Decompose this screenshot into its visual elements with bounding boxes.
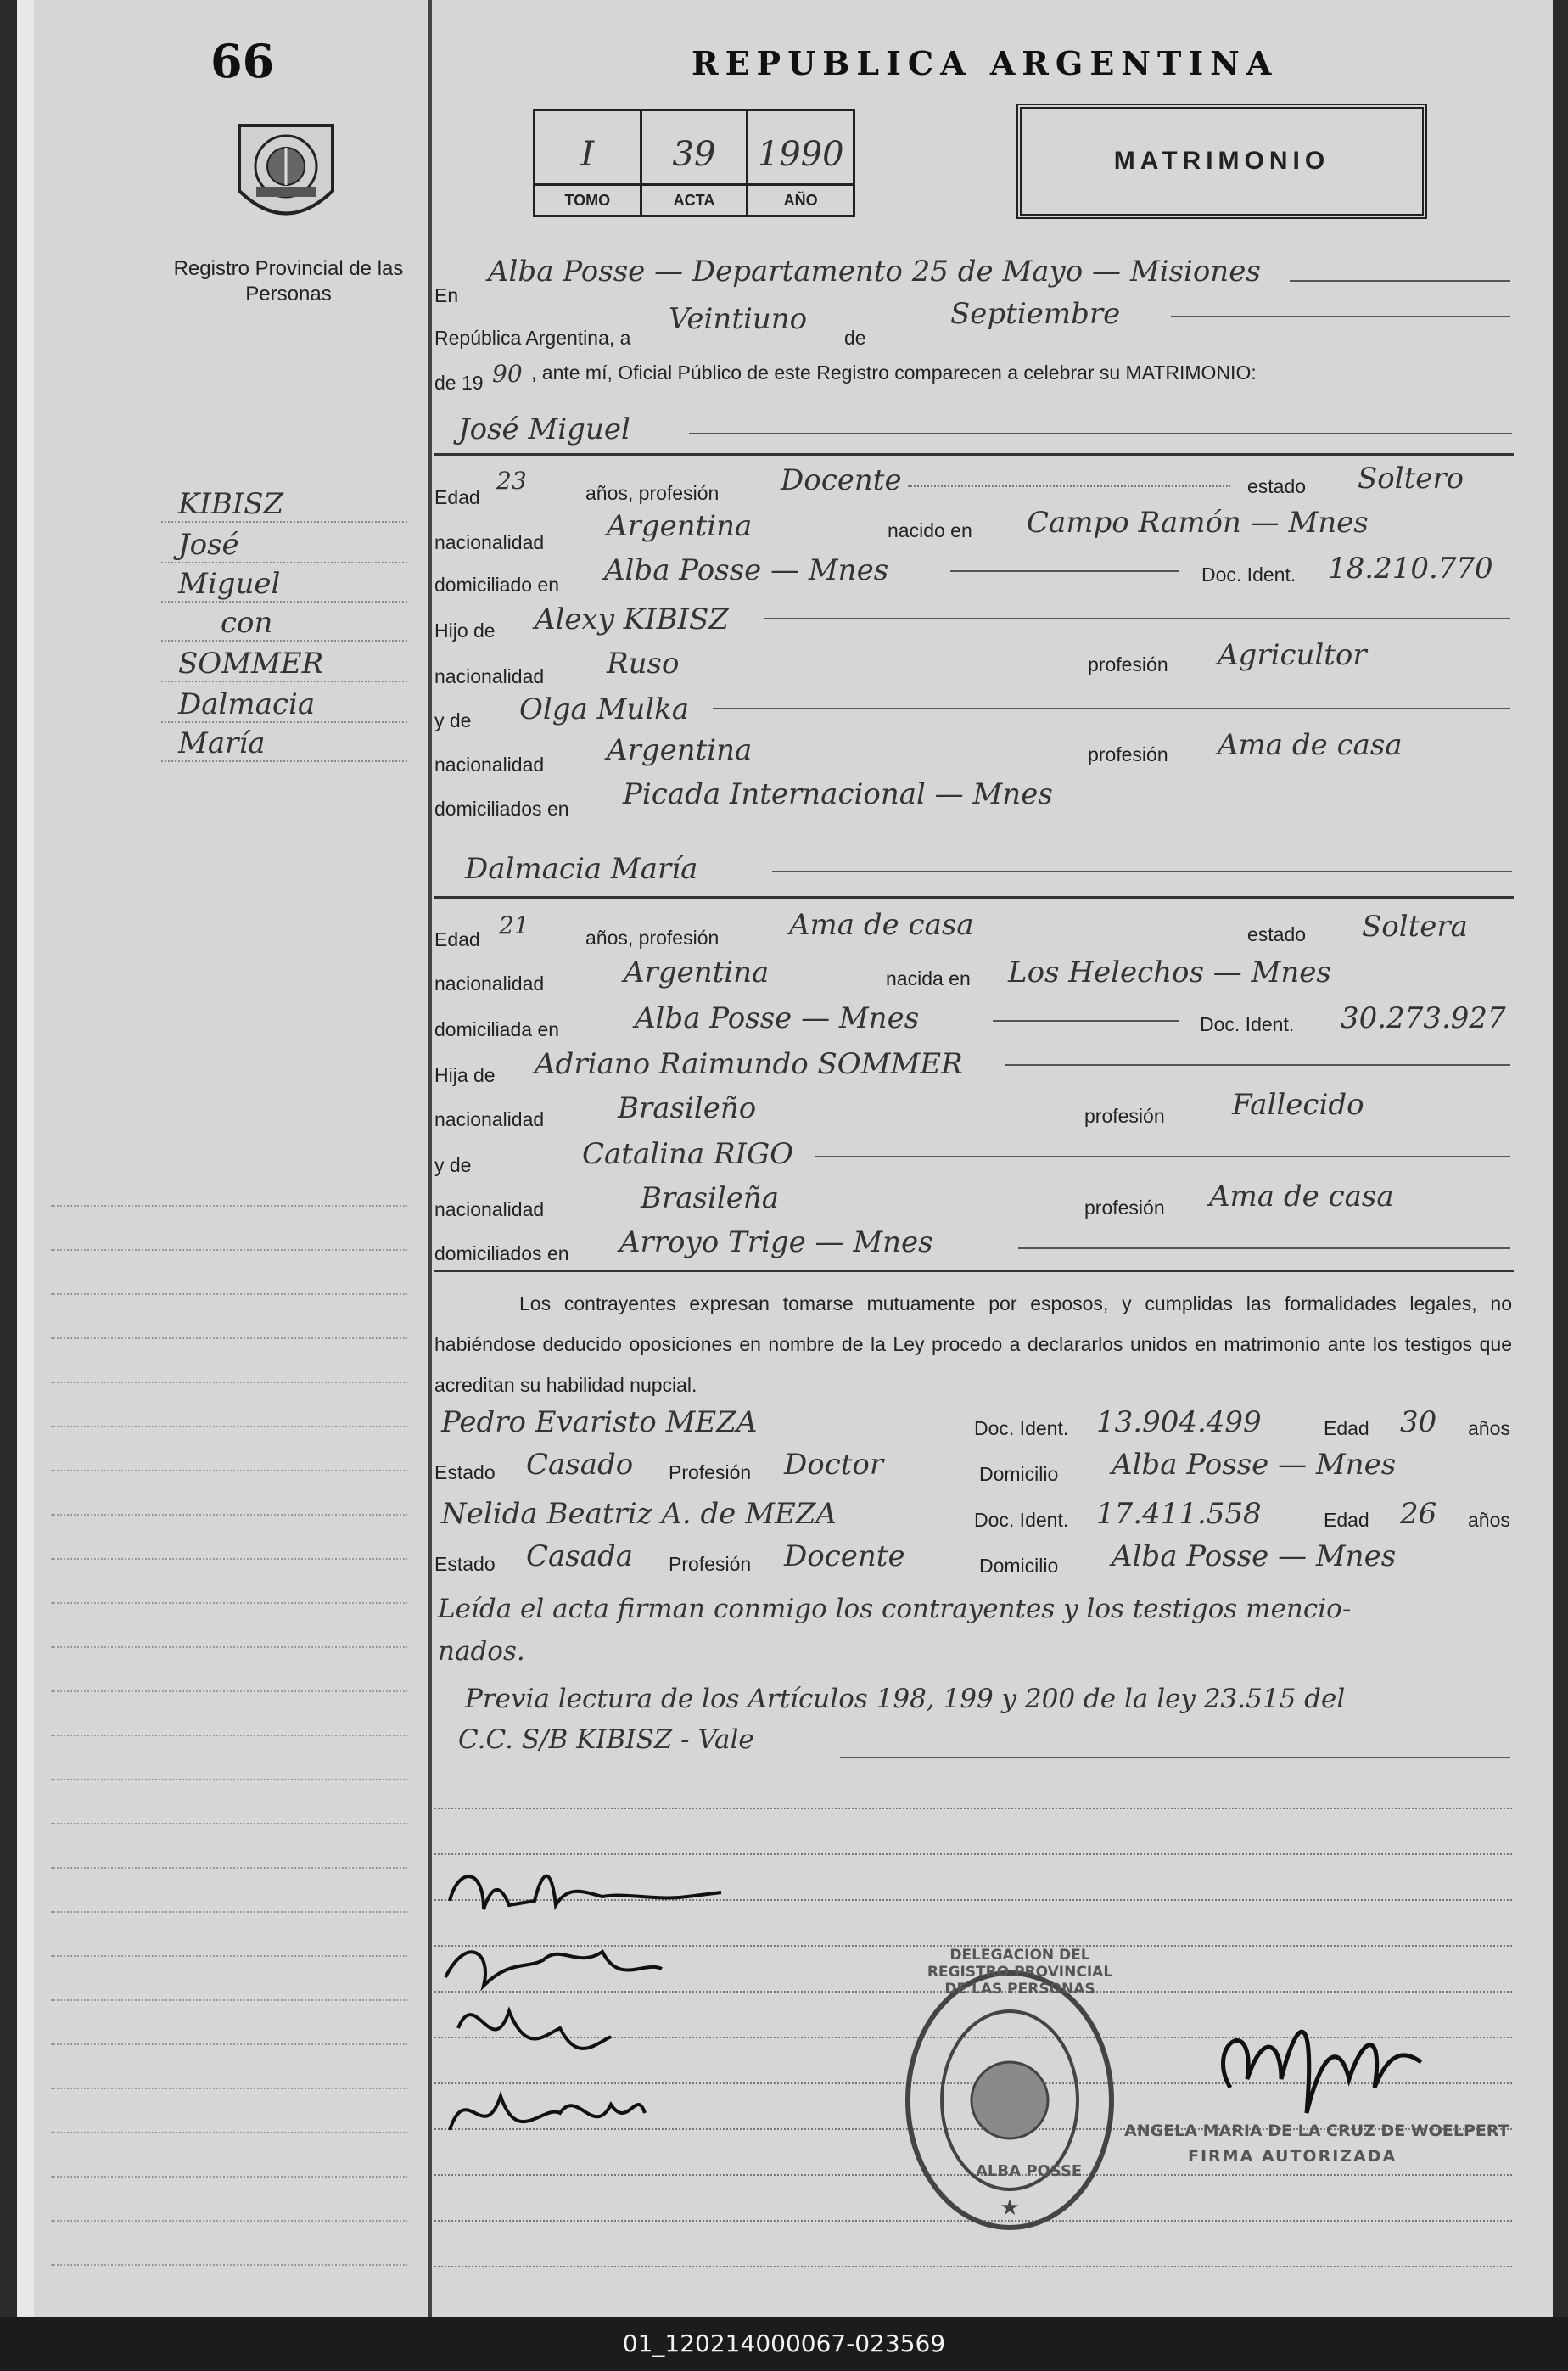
ruled-line [51, 1911, 407, 1913]
groom-birthplace: Campo Ramón — Mnes [1027, 506, 1369, 540]
domiciliado-label: domiciliado en [434, 574, 560, 596]
anios-profesion-label: años, profesión [585, 927, 720, 949]
ruled-line [51, 2132, 407, 2133]
yde-label: y de [434, 709, 472, 731]
country-title: REPUBLICA ARGENTINA [692, 44, 1279, 82]
fill-line [993, 1020, 1179, 1022]
padre-nac-label: nacionalidad [434, 665, 545, 687]
bride-father: Adriano Raimundo SOMMER [535, 1047, 963, 1081]
madre-nac-label: nacionalidad [434, 754, 545, 776]
anio-value: 1990 [757, 135, 844, 174]
fill-line [689, 433, 1512, 434]
acta-cell [642, 111, 749, 215]
doc-label: Doc. Ident. [1201, 563, 1296, 586]
acta-label: ACTA [642, 183, 747, 215]
groom-mother: Olga Mulka [519, 692, 690, 726]
domicilio-label: Domicilio [979, 1463, 1059, 1485]
anios-label: años [1468, 1509, 1510, 1531]
hija-label: Hija de [434, 1064, 496, 1086]
ruled-line [51, 1558, 407, 1560]
groom-mother-nationality: Argentina [607, 733, 753, 767]
lugar-value: Alba Posse — Departamento 25 de Mayo — Misiones [488, 255, 1261, 289]
ruled-line [434, 2266, 1512, 2267]
witness-profession: Docente [784, 1539, 905, 1573]
bride-birthplace: Los Helechos — Mnes [1008, 956, 1331, 989]
ruled-line [51, 1690, 407, 1692]
witness-name: Pedro Evaristo MEZA [441, 1405, 758, 1439]
ruled-line [434, 1853, 1512, 1855]
authorized-label: FIRMA AUTORIZADA [1188, 2147, 1397, 2166]
bride-status: Soltera [1362, 910, 1468, 944]
tomo-label: TOMO [535, 183, 640, 215]
madre-prof-label: profesión [1084, 1197, 1165, 1219]
seal-location: ALBA POSSE [976, 2162, 1083, 2180]
authorized-name: ANGELA MARIA DE LA CRUZ DE WOELPERT [1124, 2122, 1509, 2140]
record-reference-table [533, 109, 855, 217]
doc-label: Doc. Ident. [974, 1417, 1069, 1439]
estado-label: Estado [434, 1461, 496, 1483]
witness-profession: Doctor [784, 1448, 884, 1482]
estado-label: Estado [434, 1553, 496, 1575]
anio-rest: , ante mí, Oficial Público de este Registro comparecen a celebrar su MATRIMONIO: [531, 362, 1257, 384]
edad-label: Edad [1324, 1509, 1369, 1531]
groom-father-profession: Agricultor [1218, 638, 1367, 672]
witness-name: Nelida Beatriz A. de MEZA [441, 1497, 837, 1531]
bride-father-nationality: Brasileño [618, 1091, 757, 1125]
margin-note-line: KIBISZ [178, 487, 284, 521]
section-rule [434, 896, 1514, 899]
bride-address: Alba Posse — Mnes [635, 1001, 920, 1035]
nacida-label: nacida en [886, 967, 971, 989]
anio-cell [748, 111, 853, 215]
groom-address: Alba Posse — Mnes [604, 553, 889, 587]
ruled-line [51, 1955, 407, 1957]
fill-line [772, 871, 1512, 872]
groom-name: José Miguel [458, 412, 630, 446]
witness-status: Casada [526, 1539, 634, 1573]
en-label: En [434, 284, 459, 306]
edad-label: Edad [434, 928, 480, 950]
witness-age: 26 [1400, 1497, 1437, 1531]
tomo-value: I [580, 135, 595, 174]
groom-profession: Docente [781, 463, 902, 497]
anio-label: AÑO [748, 183, 853, 215]
handwritten-note-line: Previa lectura de los Artículos 198, 199 y 200 de la ley 23.515 del [465, 1684, 1346, 1714]
fill-line [713, 708, 1510, 709]
domiciliados-label: domiciliados en [434, 1242, 569, 1264]
ruled-line [51, 2043, 407, 2045]
witness-address: Alba Posse — Mnes [1112, 1448, 1397, 1482]
ruled-line [51, 1293, 407, 1295]
ruled-line [51, 1646, 407, 1648]
ruled-line [51, 1205, 407, 1207]
ruled-line [51, 1426, 407, 1427]
anios-profesion-label: años, profesión [585, 482, 720, 504]
ruled-line [51, 1602, 407, 1604]
groom-parents-address: Picada Internacional — Mnes [623, 777, 1053, 811]
margin-column [34, 0, 432, 2317]
ruled-line [51, 2088, 407, 2089]
margin-note-line: José [178, 528, 239, 562]
nacionalidad-label: nacionalidad [434, 973, 545, 995]
fill-line [1018, 1247, 1510, 1249]
margin-line [161, 640, 407, 642]
estado-label: estado [1247, 923, 1307, 945]
groom-father-nationality: Ruso [607, 647, 680, 681]
ruled-line [51, 2176, 407, 2178]
ruled-line [51, 1470, 407, 1471]
nacionalidad-label: nacionalidad [434, 531, 545, 553]
seal-text: DELEGACION DEL REGISTRO PROVINCIAL DE LAS PERSONAS [927, 1947, 1113, 1998]
fill-line [1005, 1064, 1510, 1066]
bride-parents-address: Arroyo Trige — Mnes [619, 1225, 933, 1259]
groom-mother-profession: Ama de casa [1218, 728, 1403, 762]
acta-value: 39 [672, 135, 716, 174]
ruled-line [51, 1514, 407, 1516]
edad-label: Edad [434, 486, 480, 508]
bride-nationality: Argentina [624, 956, 770, 989]
doc-label: Doc. Ident. [1200, 1013, 1295, 1035]
fill-line [1171, 316, 1510, 317]
image-id-bar: 01_120214000067-023569 [0, 2317, 1568, 2371]
bride-mother: Catalina RIGO [582, 1137, 794, 1171]
anio-suffix: 90 [492, 360, 523, 388]
margin-note-line: con [221, 606, 273, 640]
declaration-text: Los contrayentes expresan tomarse mutuamente por esposos, y cumplidas las formalidades legales, no habiéndose deducido oposiciones en nombre de la Ley procedo a declararlos unidos en matrimonio ante los testigos que acreditan su habilidad nupcial. [434, 1292, 1512, 1396]
official-seal-icon [899, 1960, 1120, 2240]
profesion-label: Profesión [669, 1553, 752, 1575]
republica-label: República Argentina, a [434, 327, 631, 349]
bride-mother-profession: Ama de casa [1209, 1180, 1394, 1214]
margin-note-line: Miguel [178, 567, 281, 601]
anio-prefix: de 19 [434, 372, 484, 394]
registry-name: Registro Provincial de las Personas [173, 257, 404, 305]
hijo-label: Hijo de [434, 619, 496, 642]
estado-label: estado [1247, 475, 1307, 497]
witness-status: Casado [526, 1448, 634, 1482]
ruled-line [51, 1779, 407, 1780]
dot-line [908, 485, 1230, 487]
margin-line [161, 760, 407, 762]
ruled-line [51, 1337, 407, 1339]
domiciliada-label: domiciliada en [434, 1018, 560, 1040]
mes-value: Septiembre [950, 297, 1121, 331]
margin-note-line: SOMMER [178, 647, 324, 681]
groom-status: Soltero [1358, 462, 1464, 496]
margin-line [161, 521, 407, 523]
margin-line [161, 601, 407, 603]
ruled-line [434, 1808, 1512, 1809]
bride-name: Dalmacia María [465, 852, 698, 886]
document-type-box: MATRIMONIO [1016, 104, 1427, 219]
domiciliados-label: domiciliados en [434, 798, 569, 820]
groom-document: 18.210.770 [1328, 552, 1493, 586]
bride-document: 30.273.927 [1341, 1001, 1506, 1035]
ruled-line [51, 2264, 407, 2266]
bride-mother-nationality: Brasileña [641, 1181, 779, 1215]
fill-line [815, 1156, 1510, 1157]
yde-label: y de [434, 1154, 472, 1176]
madre-prof-label: profesión [1088, 743, 1168, 765]
margin-note-line: María [178, 726, 266, 760]
margin-line [161, 721, 407, 723]
handwritten-note-line: C.C. S/B KIBISZ - Vale [458, 1724, 754, 1755]
margin-note-line: Dalmacia [178, 687, 316, 721]
edad-label: Edad [1324, 1417, 1369, 1439]
witness-document: 13.904.499 [1096, 1405, 1262, 1439]
groom-nationality: Argentina [607, 509, 753, 543]
handwritten-note-line: Leída el acta firman conmigo los contrayentes y los testigos mencio- [438, 1594, 1352, 1624]
anios-label: años [1468, 1417, 1510, 1439]
ruled-line [51, 1867, 407, 1869]
svg-text:★: ★ [1000, 2195, 1020, 2221]
page-number: 66 [210, 34, 275, 88]
margin-line [161, 562, 407, 563]
tomo-cell [535, 111, 642, 215]
groom-father: Alexy KIBISZ [535, 603, 729, 636]
nacido-label: nacido en [888, 519, 972, 541]
fill-line [764, 618, 1510, 619]
signatures-group [433, 1858, 772, 2189]
ruled-line [51, 1999, 407, 2001]
fill-line [840, 1757, 1510, 1758]
section-rule [434, 453, 1514, 456]
section-rule [434, 1270, 1514, 1272]
padre-prof-label: profesión [1088, 653, 1168, 675]
domicilio-label: Domicilio [979, 1555, 1059, 1577]
doc-label: Doc. Ident. [974, 1509, 1069, 1531]
bride-profession: Ama de casa [789, 908, 974, 942]
de-label: de [844, 327, 866, 349]
witness-document: 17.411.558 [1096, 1497, 1262, 1531]
ruled-line [51, 1249, 407, 1251]
margin-line [161, 681, 407, 682]
padre-prof-label: profesión [1084, 1105, 1165, 1127]
profesion-label: Profesión [669, 1461, 752, 1483]
bride-age: 21 [499, 911, 529, 939]
padre-nac-label: nacionalidad [434, 1108, 545, 1130]
dia-value: Veintiuno [669, 302, 808, 336]
handwritten-note-line: nados. [438, 1636, 525, 1667]
ruled-line [51, 1823, 407, 1824]
fill-line [950, 570, 1179, 572]
ruled-line [51, 1382, 407, 1383]
bride-father-profession: Fallecido [1232, 1088, 1364, 1122]
provincial-crest-icon [231, 110, 341, 238]
ruled-line [51, 1735, 407, 1736]
witness-age: 30 [1400, 1405, 1437, 1439]
madre-nac-label: nacionalidad [434, 1198, 545, 1220]
witness-address: Alba Posse — Mnes [1112, 1539, 1397, 1573]
ruled-line [51, 2220, 407, 2222]
groom-age: 23 [496, 467, 527, 495]
fill-line [1290, 280, 1510, 282]
official-signature-icon [1205, 1994, 1442, 2130]
